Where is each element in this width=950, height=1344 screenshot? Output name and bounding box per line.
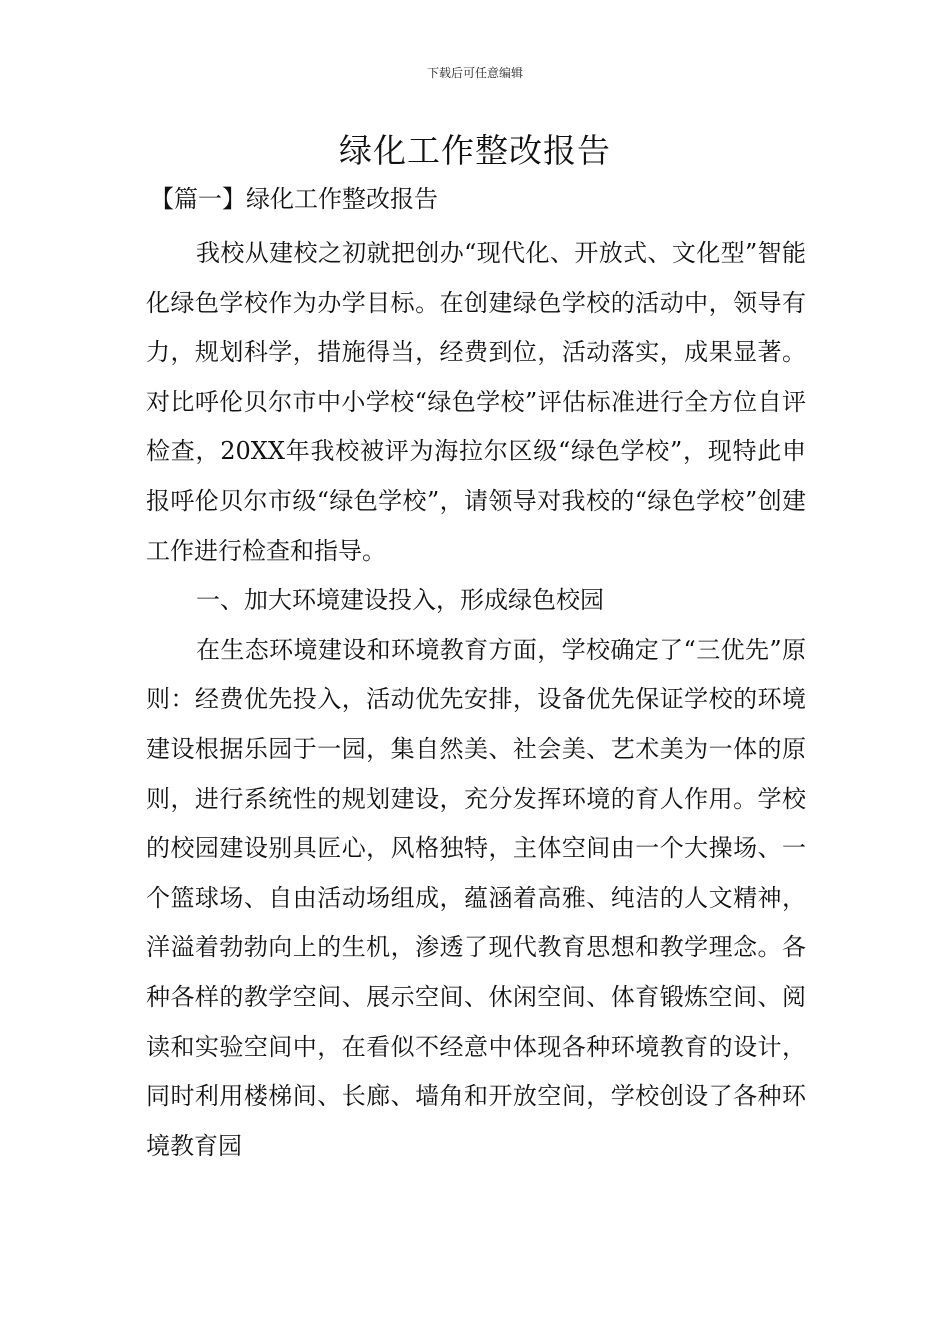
document-title: 绿化工作整改报告 — [339, 131, 611, 170]
section-label: 【篇一】绿化工作整改报告 — [150, 185, 438, 213]
page-header-note: 下载后可任意编辑 — [426, 66, 523, 80]
body-paragraph-intro: 我校从建校之初就把创办“现代化、开放式、文化型”智能化绿色学校作为办学目标。在创建绿色学校的活动中，领导有力，规划科学，措施得当，经费到位，活动落实，成果显著。对比呼伦贝尔市中小学校“绿色学校”评估标准进行全方位自评检查，20XX年我校被评为海拉尔区级“绿色学校”，现特此申报呼伦贝尔市级“绿色学校”，请领导对我校的“绿色学校”创建工作进行检查和指导。 — [146, 239, 806, 565]
section-heading-1: 一、加大环境建设投入，形成绿色校园 — [196, 586, 604, 615]
body-paragraph-environment: 在生态环境建设和环境教育方面，学校确定了“三优先”原则：经费优先投入，活动优先安排，设备优先保证学校的环境建设根据乐园于一园，集自然美、社会美、艺术美为一体的原则，进行系统性的规划建设，充分发挥环境的育人作用。学校的校园建设别具匠心，风格独特，主体空间由一个大操场、一个篮球场、自由活动场组成，蕴涵着高雅、纯洁的人文精神，洋溢着勃勃向上的生机，渗透了现代教育思想和教学理念。各种各样的教学空间、展示空间、休闲空间、体育锻炼空间、阅读和实验空间中，在看似不经意中体现各种环境教育的设计，同时利用楼梯间、长廊、墙角和开放空间，学校创设了各种环境教育园 — [146, 635, 806, 1160]
document-body — [146, 177, 806, 1171]
